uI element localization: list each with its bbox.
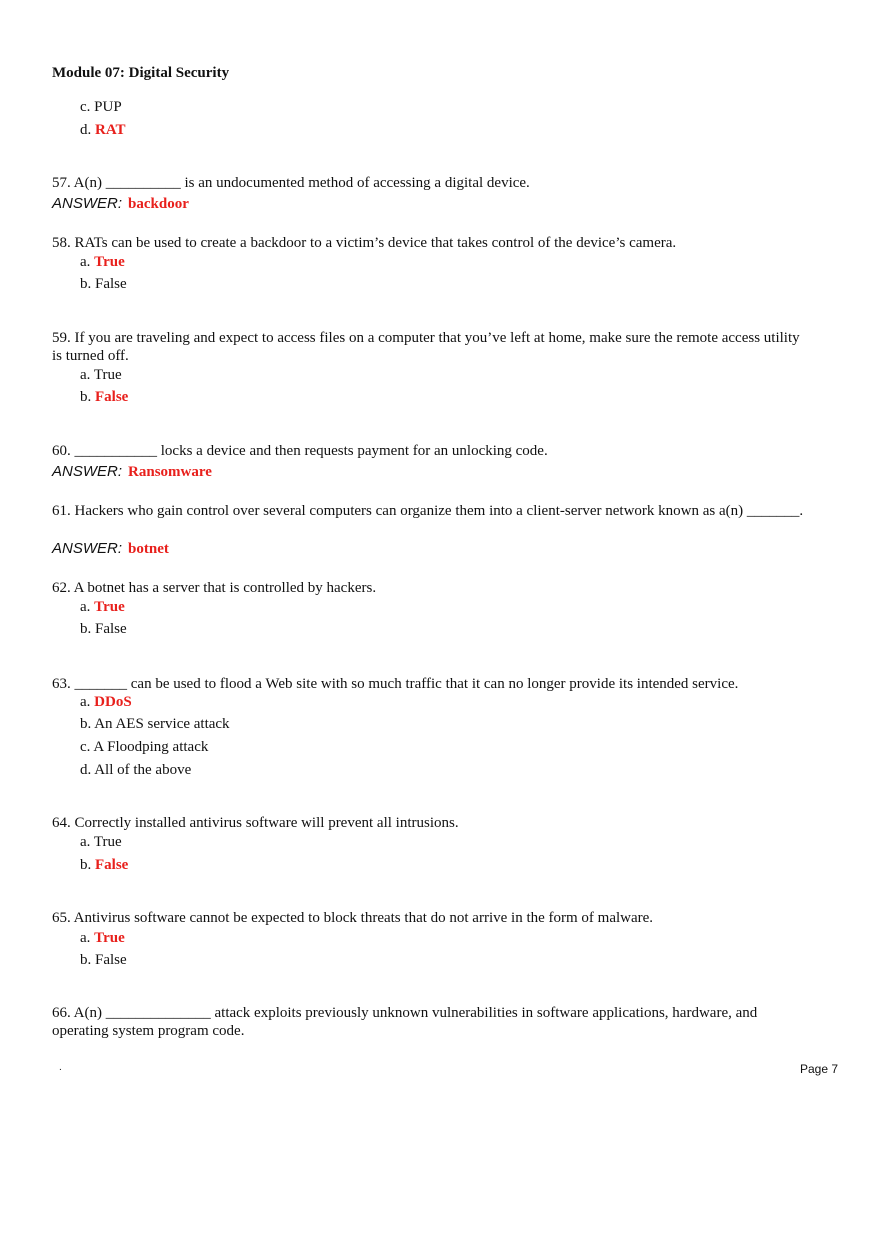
q64-option-a: a. True — [80, 834, 122, 850]
q56-option-c: c. PUP — [80, 99, 122, 115]
q59-option-a: a. True — [80, 367, 122, 383]
question-58: 58. RATs can be used to create a backdoor to a victim’s device that takes control of the device’s camera. — [52, 235, 677, 251]
q58-option-a: a. True — [80, 254, 125, 270]
page-number: Page 7 — [800, 1062, 839, 1076]
question-63: 63. _______ can be used to flood a Web site with so much traffic that it can no longer provide its intended service. — [52, 676, 739, 692]
page-title: Module 07: Digital Security — [52, 65, 230, 81]
q63-option-a: a. DDoS — [80, 694, 132, 710]
q62-option-a: a. True — [80, 599, 125, 615]
q65-option-b: b. False — [80, 952, 127, 968]
question-60: 60. ___________ locks a device and then requests payment for an unlocking code. — [52, 443, 548, 459]
answer-60: ANSWER: Ransomware — [52, 463, 212, 480]
q63-option-b: b. An AES service attack — [80, 716, 230, 732]
footer-mark: . — [59, 1062, 62, 1073]
answer-61: ANSWER: botnet — [52, 540, 169, 557]
question-59: 59. If you are traveling and expect to access files on a computer that you’ve left at home, make sure the remote access utility is turned off. — [52, 330, 800, 364]
question-64: 64. Correctly installed antivirus software will prevent all intrusions. — [52, 815, 459, 831]
question-57: 57. A(n) __________ is an undocumented method of accessing a digital device. — [52, 175, 530, 191]
q62-option-b: b. False — [80, 621, 127, 637]
q58-option-b: b. False — [80, 276, 127, 292]
q65-option-a: a. True — [80, 930, 125, 946]
q56-option-d: d. RAT — [80, 122, 126, 138]
q63-option-c: c. A Floodping attack — [80, 739, 209, 755]
question-65: 65. Antivirus software cannot be expected to block threats that do not arrive in the form of malware. — [52, 910, 654, 926]
answer-57: ANSWER: backdoor — [52, 195, 189, 212]
question-62: 62. A botnet has a server that is controlled by hackers. — [52, 580, 377, 596]
question-66: 66. A(n) ______________ attack exploits previously unknown vulnerabilities in software applications, hardware, and operating system program code. — [52, 1005, 758, 1039]
q63-option-d: d. All of the above — [80, 762, 192, 778]
q59-option-b: b. False — [80, 389, 129, 405]
question-61: 61. Hackers who gain control over several computers can organize them into a client-server network known as a(n) _______. — [52, 503, 804, 519]
q64-option-b: b. False — [80, 857, 129, 873]
